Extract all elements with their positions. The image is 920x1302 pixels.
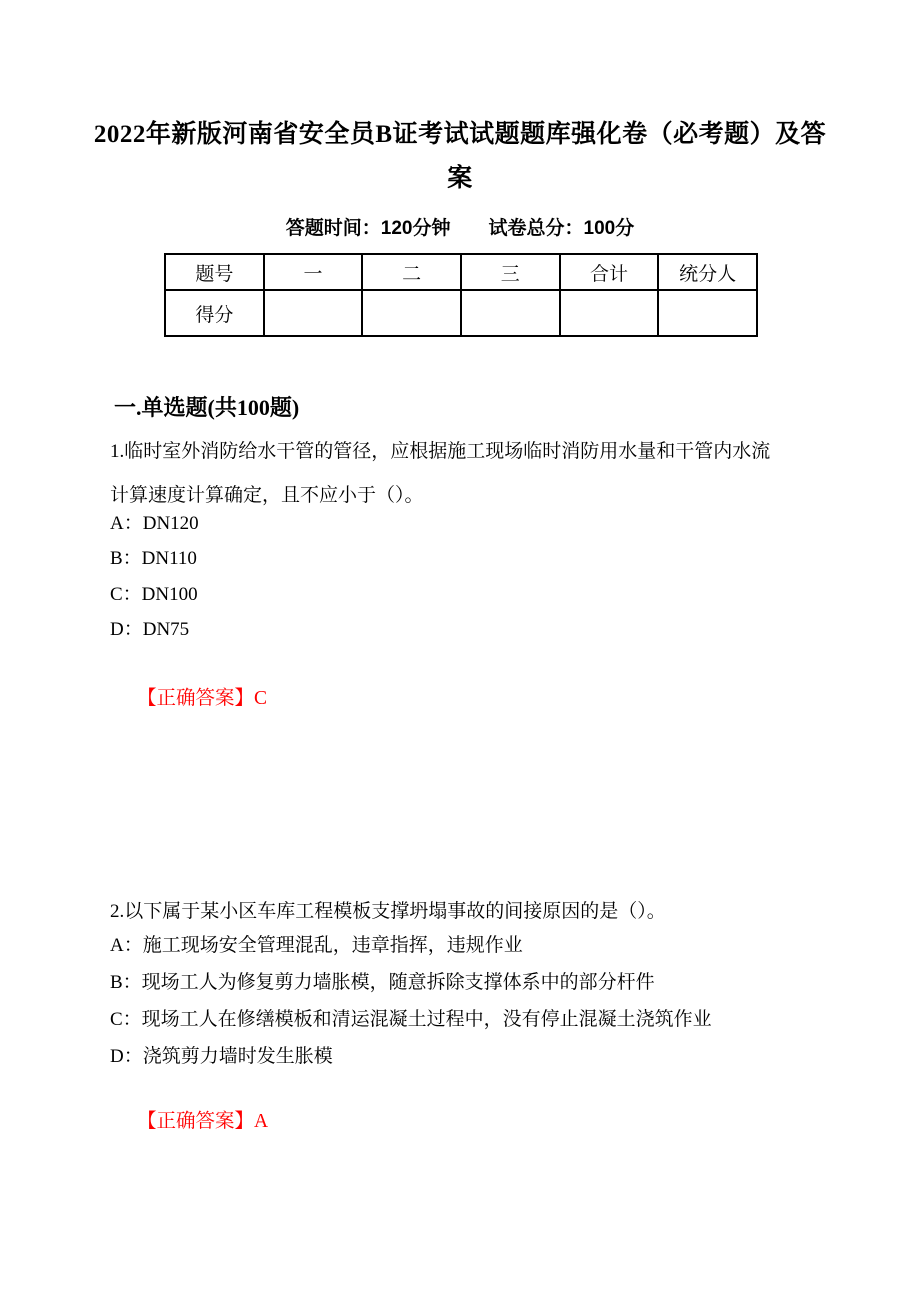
document-title: 2022年新版河南省安全员B证考试试题题库强化卷（必考题）及答案 [93,121,827,192]
question-2-option-c: C：现场工人在修缮模板和清运混凝土过程中，没有停止混凝土浇筑作业 [110,1009,712,1030]
question-1-option-b: B：DN110 [110,548,197,570]
question-2-options [110,927,712,1075]
score-row-label: 得分 [165,290,264,336]
question-2-text: 2.以下属于某小区车库工程模板支撑坍塌事故的间接原因的是（）。 [110,901,666,922]
score-cell-empty [362,290,461,336]
answer-letter: A [254,1111,269,1132]
question-1-answer [137,685,267,713]
question-2-answer [137,1108,268,1136]
answer-letter: C [254,688,268,709]
score-table-header-row [165,254,757,290]
score-cell-empty [658,290,757,336]
question-2-option-a: A：施工现场安全管理混乱，违章指挥，违规作业 [110,935,523,956]
score-table-col-two: 二 [362,254,461,290]
score-table-col-total: 合计 [560,254,659,290]
answer-prefix: 【正确答案】 [137,688,255,709]
score-table-col-one: 一 [264,254,363,290]
exam-time-label: 答题时间：120分钟 [285,218,451,239]
score-cell-empty [264,290,363,336]
question-1-option-c: C：DN100 [110,583,198,605]
answer-prefix: 【正确答案】 [137,1111,255,1132]
exam-total-score-label: 试卷总分：100分 [488,218,635,239]
score-table [164,253,758,337]
question-2 [0,897,920,1187]
question-1-option-a: A：DN120 [110,513,199,534]
score-table-col-three: 三 [461,254,560,290]
question-1 [0,430,920,900]
score-table-col-number: 题号 [165,254,264,290]
question-2-option-d: D：浇筑剪力墙时发生胀模 [110,1046,333,1067]
question-1-option-d: D：DN75 [110,619,190,641]
question-1-text: 1.临时室外消防给水干管的管径，应根据施工现场临时消防用水量和干管内水流计算速度计算确定，且不应小于（）。 [110,441,771,506]
score-cell-empty [461,290,560,336]
question-1-options [110,506,199,648]
score-table-score-row [165,290,757,336]
section-heading-single-choice: 一.单选题(共100题) [114,395,300,420]
score-cell-empty [560,290,659,336]
score-table-col-scorer: 统分人 [658,254,757,290]
exam-info-line [0,215,920,243]
question-2-option-b: B：现场工人为修复剪力墙胀模，随意拆除支撑体系中的部分杆件 [110,972,655,993]
